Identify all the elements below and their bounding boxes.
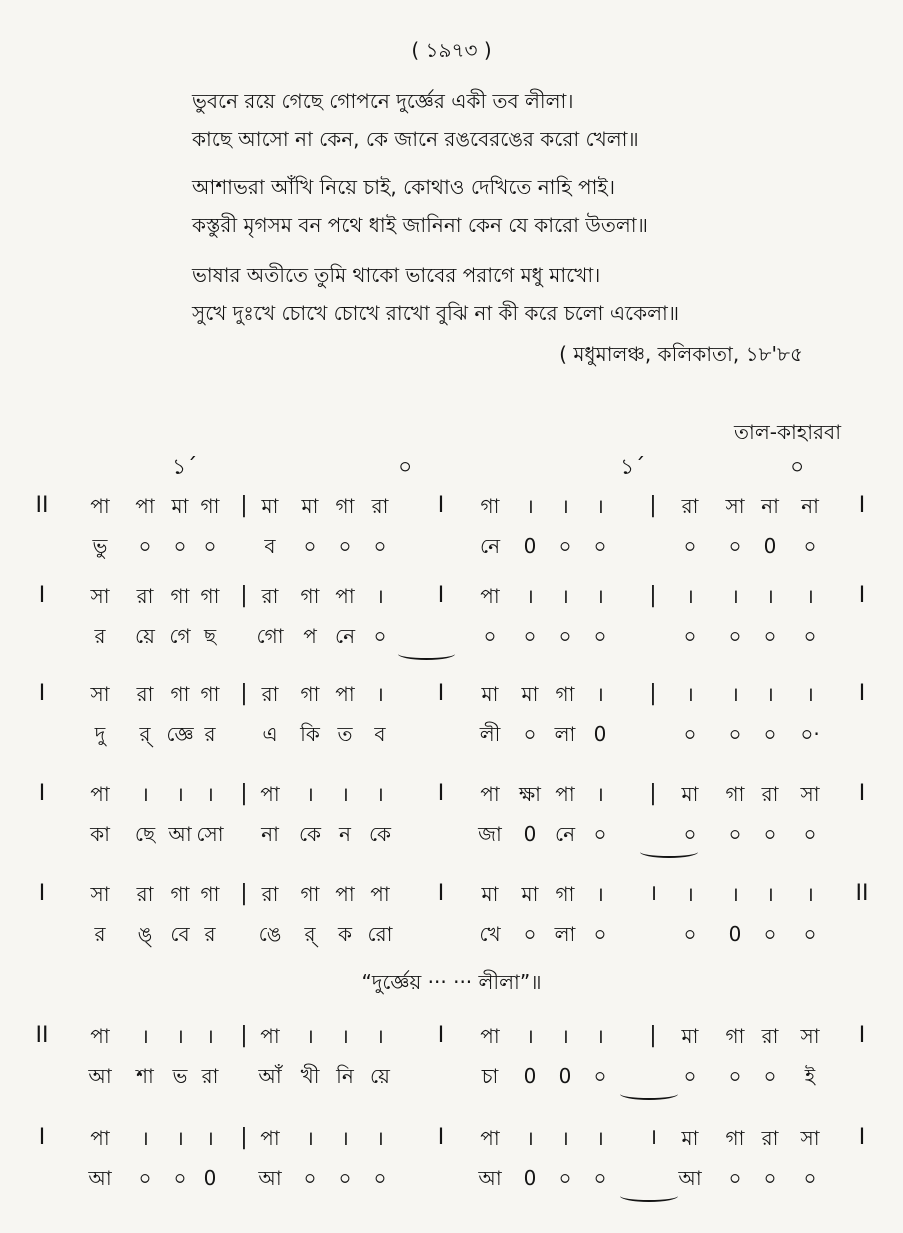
swara-note: মা xyxy=(481,882,499,906)
sahitya-syllable: ০ xyxy=(763,624,777,648)
taal-label: তাল-কাহারবা xyxy=(734,420,841,444)
sahitya-syllable: র xyxy=(204,922,216,946)
swara-note: পা xyxy=(480,782,500,806)
sahitya-syllable: আঁ xyxy=(258,1064,282,1088)
bar-line: I xyxy=(858,493,866,518)
swara-note: । xyxy=(561,1126,569,1150)
swara-note: । xyxy=(376,1126,384,1150)
beat-mark: ১´ xyxy=(172,455,198,480)
swara-note: গা xyxy=(725,1024,745,1048)
sahitya-syllable: ০ xyxy=(803,534,817,558)
sahitya-syllable: ০ xyxy=(173,1166,187,1190)
sahitya-syllable: কি xyxy=(300,722,320,746)
swara-note: পা xyxy=(260,1024,280,1048)
sahitya-syllable: আ xyxy=(678,1166,702,1190)
verse-line: ভাষার অতীতে তুমি থাকো ভাবের পরাগে মধু মাখো। xyxy=(192,263,601,287)
sahitya-syllable: 0 xyxy=(523,822,537,846)
sahitya-syllable: ০ xyxy=(593,624,607,648)
bar-line: I xyxy=(437,781,445,806)
verse-line: ভুবনে রয়ে গেছে গোপনে দুর্জ্ঞের একী তব লীলা। xyxy=(192,89,574,113)
bar-line: I xyxy=(38,1125,46,1150)
sahitya-syllable: কা xyxy=(90,822,110,846)
sahitya-syllable: আ xyxy=(88,1166,112,1190)
swara-note: পা xyxy=(480,1024,500,1048)
sahitya-syllable: ০ xyxy=(803,1166,817,1190)
swara-note: । xyxy=(376,1024,384,1048)
sahitya-syllable: ০ xyxy=(728,534,742,558)
sahitya-syllable: ০ xyxy=(728,822,742,846)
sahitya-syllable: ০ xyxy=(523,922,537,946)
sahitya-syllable: ০ xyxy=(303,534,317,558)
swara-note: রা xyxy=(261,584,279,608)
bar-line: | xyxy=(649,493,657,518)
sahitya-syllable: র xyxy=(94,922,106,946)
sahitya-syllable: 0 xyxy=(203,1166,217,1190)
swara-note: পা xyxy=(90,782,110,806)
bar-line: | xyxy=(240,781,248,806)
sahitya-syllable: রো xyxy=(367,922,393,946)
bar-line: | xyxy=(240,1125,248,1150)
swara-note: । xyxy=(176,782,184,806)
sahitya-syllable: এ xyxy=(262,722,278,746)
swara-note: । xyxy=(526,584,534,608)
sahitya-syllable: খে xyxy=(479,922,501,946)
bar-line: | xyxy=(649,1023,657,1048)
sahitya-syllable: ০ xyxy=(138,534,152,558)
sahitya-syllable: ০ xyxy=(593,534,607,558)
bar-line: I xyxy=(437,583,445,608)
swara-note: পা xyxy=(260,782,280,806)
swara-note: । xyxy=(766,682,774,706)
slur-mark xyxy=(620,1190,678,1202)
sahitya-syllable: ০ xyxy=(728,1166,742,1190)
beat-mark: ০ xyxy=(398,455,413,480)
sahitya-syllable: ছ xyxy=(203,624,217,648)
bar-line: I xyxy=(858,781,866,806)
swara-note: রা xyxy=(136,584,154,608)
sahitya-syllable: 0 xyxy=(763,534,777,558)
swara-note: পা xyxy=(480,584,500,608)
swara-note: গা xyxy=(200,882,220,906)
bar-line: II xyxy=(855,881,869,906)
sahitya-syllable: ত xyxy=(337,722,353,746)
swara-note: মা xyxy=(301,494,319,518)
swara-note: । xyxy=(806,584,814,608)
swara-note: গা xyxy=(300,584,320,608)
swara-note: পা xyxy=(370,882,390,906)
sahitya-syllable: ০ xyxy=(523,624,537,648)
sahitya-syllable: লী xyxy=(479,722,501,746)
swara-note: পা xyxy=(335,882,355,906)
swara-note: গা xyxy=(725,1126,745,1150)
swara-note: গা xyxy=(170,682,190,706)
sahitya-syllable: জ্ঞে xyxy=(166,722,194,746)
swara-note: পা xyxy=(335,584,355,608)
source-citation: ( মধুমালঞ্চ, কলিকাতা, ১৮'৮৫ xyxy=(559,342,803,366)
swara-note: । xyxy=(596,584,604,608)
bar-line: I xyxy=(38,681,46,706)
swara-note: পা xyxy=(555,782,575,806)
bar-line: I xyxy=(437,681,445,706)
bar-line: I xyxy=(38,583,46,608)
swara-note: মা xyxy=(521,882,539,906)
swara-note: । xyxy=(766,882,774,906)
swara-note: । xyxy=(306,782,314,806)
verse-line: কাছে আসো না কেন, কে জানে রঙবেরঙের করো খেলা॥ xyxy=(192,127,639,151)
swara-note: মা xyxy=(481,682,499,706)
swara-note: । xyxy=(526,494,534,518)
sahitya-syllable: 0 xyxy=(728,922,742,946)
swara-note: । xyxy=(596,882,604,906)
swara-note: গা xyxy=(555,882,575,906)
bar-line: I xyxy=(437,881,445,906)
sahitya-syllable: প xyxy=(303,624,317,648)
sahitya-syllable: খী xyxy=(300,1064,320,1088)
swara-note: । xyxy=(526,1024,534,1048)
swara-note: ক্ষা xyxy=(518,782,541,806)
swara-note: । xyxy=(596,494,604,518)
sahitya-syllable: নে xyxy=(334,624,356,648)
swara-note: । xyxy=(596,1126,604,1150)
swara-note: গা xyxy=(335,494,355,518)
swara-note: পা xyxy=(90,494,110,518)
sahitya-syllable: ০ xyxy=(483,624,497,648)
swara-note: । xyxy=(806,682,814,706)
page-number: ( ১৯৭৩ ) xyxy=(411,38,492,62)
sahitya-syllable: ০ xyxy=(593,922,607,946)
swara-note: । xyxy=(376,584,384,608)
sahitya-syllable: ব xyxy=(264,534,276,558)
swara-note: মা xyxy=(521,682,539,706)
swara-note: সা xyxy=(800,1126,820,1150)
swara-note: না xyxy=(801,494,819,518)
swara-note: পা xyxy=(90,1024,110,1048)
sahitya-syllable: আ xyxy=(478,1166,502,1190)
sahitya-syllable: 0 xyxy=(558,1064,572,1088)
verse-line: কস্তুরী মৃগসম বন পথে ধাই জানিনা কেন যে কারো উতলা॥ xyxy=(192,213,648,237)
sahitya-syllable: ভু xyxy=(92,534,108,558)
sahitya-syllable: ০ xyxy=(173,534,187,558)
sahitya-syllable: ছে xyxy=(134,822,156,846)
swara-note: গা xyxy=(170,882,190,906)
swara-note: । xyxy=(731,882,739,906)
bar-line: II xyxy=(35,493,49,518)
swara-note: । xyxy=(596,1024,604,1048)
verse-line: আশাভরা আঁখি নিয়ে চাই, কোথাও দেখিতে নাহি পাই। xyxy=(192,175,615,199)
sahitya-syllable: ০ xyxy=(728,722,742,746)
sahitya-syllable: গো xyxy=(256,624,284,648)
sahitya-syllable: ঙ্ xyxy=(137,922,153,946)
swara-note: পা xyxy=(480,1126,500,1150)
swara-note: । xyxy=(686,584,694,608)
swara-note: । xyxy=(376,682,384,706)
refrain: “দুর্জ্ঞেয় ··· ··· লীলা”॥ xyxy=(361,970,542,994)
sahitya-syllable: ০ xyxy=(803,922,817,946)
swara-note: মা xyxy=(171,494,189,518)
swara-note: সা xyxy=(800,782,820,806)
swara-note: না xyxy=(761,494,779,518)
sahitya-syllable: ই xyxy=(804,1064,816,1088)
sahitya-syllable: ০· xyxy=(800,722,820,746)
sahitya-syllable: য়ে xyxy=(135,624,155,648)
slur-mark xyxy=(398,648,455,660)
sahitya-syllable: ০ xyxy=(803,822,817,846)
sahitya-syllable: ভ xyxy=(172,1064,188,1088)
swara-note: পা xyxy=(90,1126,110,1150)
swara-note: পা xyxy=(260,1126,280,1150)
sahitya-syllable: ০ xyxy=(138,1166,152,1190)
bar-line: II xyxy=(35,1023,49,1048)
bar-line: | xyxy=(649,781,657,806)
swara-note: । xyxy=(306,1126,314,1150)
swara-note: । xyxy=(141,1126,149,1150)
swara-note: গা xyxy=(200,682,220,706)
swara-note: । xyxy=(596,682,604,706)
sahitya-syllable: চা xyxy=(481,1064,499,1088)
bar-line: | xyxy=(649,583,657,608)
swara-note: গা xyxy=(555,682,575,706)
sahitya-syllable: ০ xyxy=(763,1166,777,1190)
verse-2 xyxy=(192,168,872,244)
swara-note: মা xyxy=(681,1126,699,1150)
sahitya-syllable: আ xyxy=(258,1166,282,1190)
swara-note: গা xyxy=(170,584,190,608)
sahitya-syllable: ০ xyxy=(558,624,572,648)
swara-note: গা xyxy=(725,782,745,806)
swara-note: । xyxy=(206,782,214,806)
sahitya-syllable: গে xyxy=(169,624,191,648)
bar-line: I xyxy=(858,1023,866,1048)
swara-note: রা xyxy=(136,682,154,706)
swara-note: রা xyxy=(136,882,154,906)
swara-note: । xyxy=(306,1024,314,1048)
bar-line: | xyxy=(240,681,248,706)
sahitya-syllable: লা xyxy=(554,722,576,746)
swara-note: । xyxy=(561,494,569,518)
swara-note: সা xyxy=(90,584,110,608)
sahitya-syllable: ০ xyxy=(763,722,777,746)
sahitya-syllable: ০ xyxy=(303,1166,317,1190)
sahitya-syllable: ০ xyxy=(683,822,697,846)
swara-note: রা xyxy=(261,882,279,906)
sahitya-syllable: 0 xyxy=(593,722,607,746)
sahitya-syllable: 0 xyxy=(523,1166,537,1190)
sahitya-syllable: 0 xyxy=(523,534,537,558)
sahitya-syllable: ০ xyxy=(728,624,742,648)
sahitya-syllable: ০ xyxy=(373,534,387,558)
swara-note: গা xyxy=(480,494,500,518)
swara-note: । xyxy=(206,1126,214,1150)
swara-note: সা xyxy=(725,494,745,518)
swara-note: সা xyxy=(800,1024,820,1048)
sahitya-syllable: ক xyxy=(338,922,352,946)
bar-line: I xyxy=(437,1125,445,1150)
swara-note: । xyxy=(596,782,604,806)
sahitya-syllable: ০ xyxy=(683,624,697,648)
sahitya-syllable: 0 xyxy=(523,1064,537,1088)
swara-note: । xyxy=(806,882,814,906)
swara-note: সা xyxy=(90,682,110,706)
swara-note: । xyxy=(341,1126,349,1150)
swara-note: । xyxy=(176,1024,184,1048)
sahitya-syllable: ০ xyxy=(683,722,697,746)
sahitya-syllable: ০ xyxy=(373,1166,387,1190)
sahitya-syllable: য়ে xyxy=(370,1064,390,1088)
sahitya-syllable: কে xyxy=(298,822,322,846)
swara-note: । xyxy=(731,584,739,608)
sahitya-syllable: ০ xyxy=(803,624,817,648)
sahitya-syllable: নে xyxy=(554,822,576,846)
swara-note: রা xyxy=(761,1126,779,1150)
slur-mark xyxy=(640,846,698,858)
sahitya-syllable: আ xyxy=(88,1064,112,1088)
sahitya-syllable: ০ xyxy=(373,624,387,648)
bar-line: I xyxy=(437,1023,445,1048)
swara-note: । xyxy=(206,1024,214,1048)
swara-note: । xyxy=(561,584,569,608)
swara-note: । xyxy=(766,584,774,608)
swara-note: গা xyxy=(200,584,220,608)
sahitya-syllable: না xyxy=(261,822,279,846)
sahitya-syllable: ঙে xyxy=(258,922,282,946)
sahitya-syllable: বে xyxy=(170,922,190,946)
swara-note: মা xyxy=(681,782,699,806)
sahitya-syllable: দু xyxy=(94,722,106,746)
swara-note: মা xyxy=(261,494,279,518)
swara-note: । xyxy=(141,782,149,806)
bar-line: | xyxy=(649,681,657,706)
bar-line: I xyxy=(38,881,46,906)
swara-note: রা xyxy=(371,494,389,518)
bar-line: I xyxy=(858,583,866,608)
bar-line: I xyxy=(38,781,46,806)
sahitya-syllable: র xyxy=(94,624,106,648)
beat-mark: ১´ xyxy=(620,455,646,480)
sahitya-syllable: ০ xyxy=(558,534,572,558)
sahitya-syllable: নে xyxy=(479,534,501,558)
swara-note: পা xyxy=(135,494,155,518)
bar-line: I xyxy=(858,681,866,706)
bar-line: I xyxy=(437,493,445,518)
sahitya-syllable: র্ xyxy=(304,922,316,946)
sahitya-syllable: ব xyxy=(374,722,386,746)
beat-mark: ০ xyxy=(790,455,805,480)
sahitya-syllable: ০ xyxy=(203,534,217,558)
swara-note: সা xyxy=(90,882,110,906)
sahitya-syllable: ০ xyxy=(683,922,697,946)
sahitya-syllable: নি xyxy=(336,1064,354,1088)
swara-note: । xyxy=(686,682,694,706)
sahitya-syllable: ০ xyxy=(338,534,352,558)
sahitya-syllable: ন xyxy=(339,822,351,846)
sahitya-syllable: ০ xyxy=(683,534,697,558)
swara-note: । xyxy=(341,1024,349,1048)
sahitya-syllable: ০ xyxy=(763,822,777,846)
sahitya-syllable: ০ xyxy=(523,722,537,746)
bar-line: | xyxy=(240,583,248,608)
bar-line: । xyxy=(648,881,658,906)
sahitya-syllable: ০ xyxy=(683,1064,697,1088)
sahitya-syllable: ০ xyxy=(338,1166,352,1190)
verse-3 xyxy=(192,256,872,332)
swara-note: । xyxy=(176,1126,184,1150)
swara-note: গা xyxy=(300,682,320,706)
verse-line: সুখে দুঃখে চোখে চোখে রাখো বুঝি না কী করে চলো একেলা॥ xyxy=(192,301,680,325)
bar-line: | xyxy=(240,493,248,518)
sahitya-syllable: আ xyxy=(168,822,192,846)
sahitya-syllable: কে xyxy=(368,822,392,846)
swara-note: । xyxy=(141,1024,149,1048)
sahitya-syllable: রা xyxy=(201,1064,219,1088)
verse-1 xyxy=(192,82,872,158)
sahitya-syllable: লা xyxy=(554,922,576,946)
sahitya-syllable: জা xyxy=(478,822,502,846)
sahitya-syllable: শা xyxy=(136,1064,154,1088)
sahitya-syllable: র্ xyxy=(139,722,151,746)
swara-note: । xyxy=(686,882,694,906)
swara-note: রা xyxy=(681,494,699,518)
swara-note: রা xyxy=(261,682,279,706)
bar-line: | xyxy=(240,881,248,906)
bar-line: । xyxy=(648,1125,658,1150)
bar-line: | xyxy=(240,1023,248,1048)
sahitya-syllable: সো xyxy=(196,822,224,846)
swara-note: রা xyxy=(761,782,779,806)
sahitya-syllable: ০ xyxy=(558,1166,572,1190)
swara-note: । xyxy=(341,782,349,806)
sahitya-syllable: র xyxy=(204,722,216,746)
swara-note: গা xyxy=(300,882,320,906)
swara-note: রা xyxy=(761,1024,779,1048)
sahitya-syllable: ০ xyxy=(763,1064,777,1088)
sahitya-syllable: ০ xyxy=(593,822,607,846)
bar-line: I xyxy=(858,1125,866,1150)
swara-note: গা xyxy=(200,494,220,518)
swara-note: পা xyxy=(335,682,355,706)
sahitya-syllable: ০ xyxy=(593,1064,607,1088)
slur-mark xyxy=(620,1088,678,1100)
swara-note: । xyxy=(526,1126,534,1150)
sahitya-syllable: ০ xyxy=(763,922,777,946)
swara-note: মা xyxy=(681,1024,699,1048)
swara-note: । xyxy=(561,1024,569,1048)
swara-note: । xyxy=(376,782,384,806)
sahitya-syllable: ০ xyxy=(728,1064,742,1088)
swara-note: । xyxy=(731,682,739,706)
sahitya-syllable: ০ xyxy=(593,1166,607,1190)
